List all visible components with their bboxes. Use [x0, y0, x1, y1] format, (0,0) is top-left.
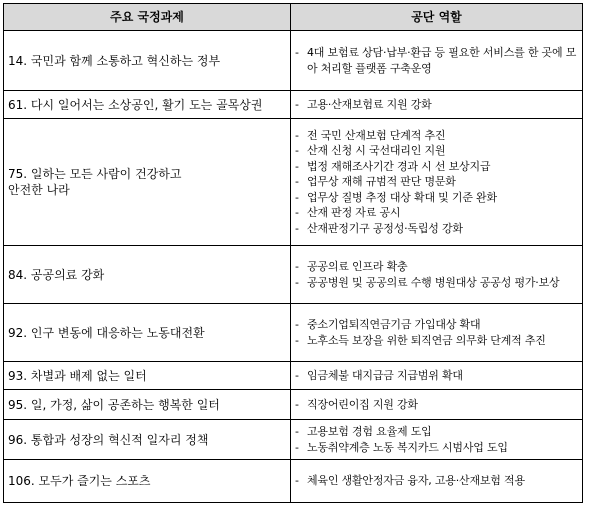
header-roles: 공단 역할	[411, 10, 462, 24]
table-row	[4, 119, 582, 246]
role-item: - 임금체불 대지급금 지급범위 확대	[295, 368, 463, 382]
table-row	[4, 304, 582, 362]
table-row	[4, 390, 582, 420]
task-cell: 96. 통합과 성장의 혁신적 일자리 정책	[8, 432, 209, 447]
role-item: - 업무상 재해 규범적 판단 명문화	[295, 175, 456, 189]
column-divider	[290, 4, 291, 502]
task-cell: 75. 일하는 모든 사람이 건강하고 안전한 나라	[8, 167, 182, 197]
task-cell: 93. 차별과 배제 없는 일터	[8, 368, 147, 383]
role-item: - 고용보험 경험 요율제 도입	[295, 425, 432, 438]
role-item: - 전 국민 산재보험 단계적 추진	[295, 128, 446, 142]
role-item: - 노후소득 보장을 위한 퇴직연금 의무화 단계적 추진	[295, 333, 546, 347]
role-item: - 법정 재해조사기간 경과 시 선 보상지급	[295, 159, 491, 173]
header-tasks: 주요 국정과제	[110, 10, 184, 24]
role-item: - 산재 신청 시 국선대리인 지원	[295, 144, 446, 158]
table-row	[4, 31, 582, 91]
task-cell: 106. 모두가 즐기는 스포츠	[8, 474, 151, 488]
role-item: - 직장어린이집 지원 강화	[295, 397, 418, 411]
role-item: - 업무상 질병 추정 대상 확대 및 기준 완화	[295, 190, 497, 204]
role-item: - 노동취약계층 노동 복지카드 시범사업 도입	[295, 440, 508, 454]
task-cell: 92. 인구 변동에 대응하는 노동대전환	[8, 325, 205, 340]
table-header	[4, 4, 582, 31]
role-item: - 4대 보험료 상담·납부·환급 등 필요한 서비스를 한 곳에 모아 처리할 플랫폼 구축운영	[295, 46, 577, 75]
table-row	[4, 91, 582, 119]
task-cell: 84. 공공의료 강화	[8, 267, 105, 282]
role-item: - 공공의료 인프라 확충	[295, 260, 408, 273]
table-row	[4, 362, 582, 390]
role-item: - 고용·산재보험료 지원 강화	[295, 97, 432, 111]
task-cell: 95. 일, 가정, 삶이 공존하는 행복한 일터	[8, 397, 220, 412]
table-row	[4, 460, 582, 502]
role-item: - 중소기업퇴직연금기금 가입대상 확대	[295, 318, 481, 331]
task-cell: 14. 국민과 함께 소통하고 혁신하는 정부	[8, 53, 221, 68]
role-item: - 산재판정기구 공정성·독립성 강화	[295, 221, 463, 235]
policy-table	[3, 3, 583, 503]
role-item: - 산재 판정 자료 공시	[295, 206, 401, 220]
role-item: - 공공병원 및 공공의료 수행 병원대상 공공성 평가·보상	[295, 275, 560, 289]
table-row	[4, 420, 582, 460]
task-cell: 61. 다시 일어서는 소상공인, 활기 도는 골목상권	[8, 97, 263, 112]
role-item: - 체육인 생활안정자금 융자, 고용·산재보험 적용	[295, 474, 525, 488]
table-row	[4, 246, 582, 304]
